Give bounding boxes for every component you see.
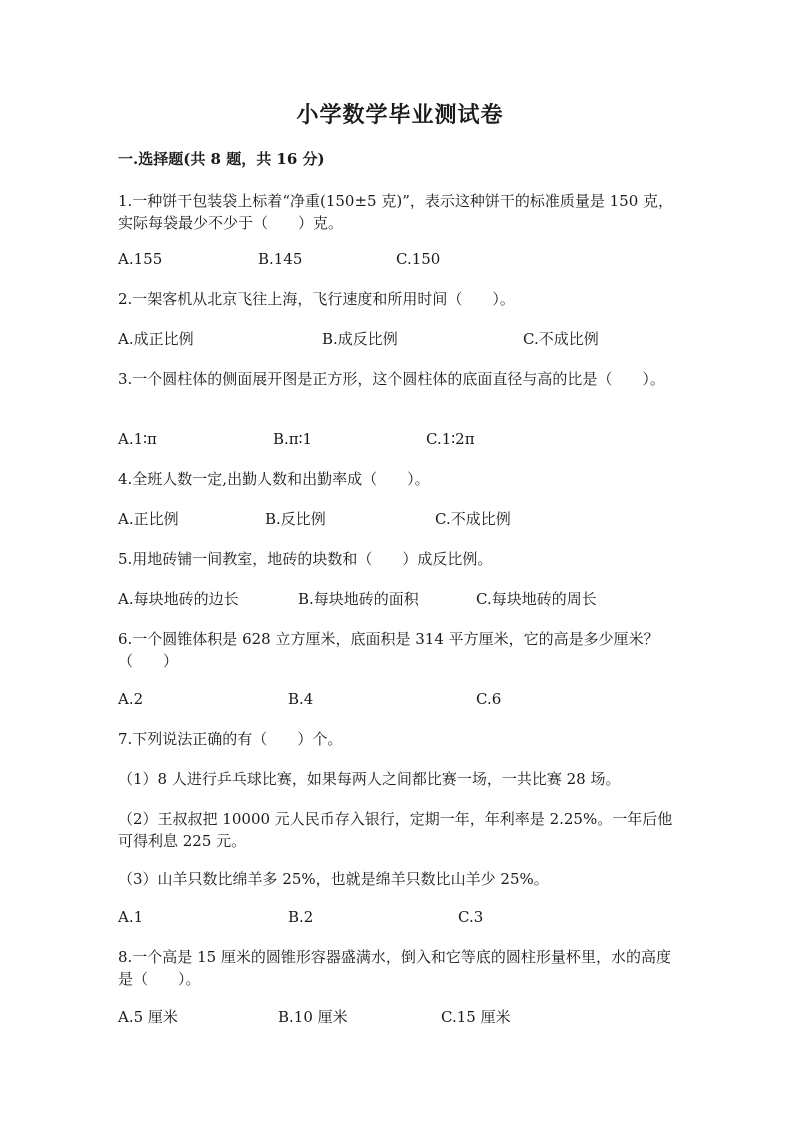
option-a: A.成正比例 — [118, 330, 194, 348]
option-c: C.15 厘米 — [441, 1008, 511, 1026]
option-b: B.π∶1 — [273, 430, 313, 448]
question-7-options — [118, 906, 684, 928]
question-7-statement-1: （1）8 人进行乒乓球比赛，如果每两人之间都比赛一场，一共比赛 28 场。 — [118, 770, 621, 788]
option-b: B.反比例 — [265, 510, 326, 528]
option-a: A.1 — [118, 908, 144, 926]
question-5-options — [118, 588, 684, 610]
option-c: C.每块地砖的周长 — [476, 590, 597, 608]
question-1-stem: 1.一种饼干包装袋上标着“净重(150±5 克)”，表示这种饼干的标准质量是 150 克，实际每袋最少不少于（ ）克。 — [118, 192, 674, 232]
option-c: C.1∶2π — [426, 430, 475, 448]
question-4-options — [118, 508, 684, 530]
question-7-statement-3: （3）山羊只数比绵羊多 25%，也就是绵羊只数比山羊少 25%。 — [118, 870, 549, 888]
question-7-statement-2: （2）王叔叔把 10000 元人民币存入银行，定期一年，年利率是 2.25%。一年后他可得利息 225 元。 — [118, 810, 673, 850]
question-8-options — [118, 1006, 684, 1028]
question-3-options — [118, 428, 684, 450]
section-heading: 一.选择题(共 8 题，共 16 分) — [118, 150, 325, 168]
option-a: A.2 — [118, 690, 144, 708]
option-c: C.3 — [458, 908, 484, 926]
question-1-options — [118, 248, 684, 270]
question-6-options — [118, 688, 684, 710]
option-a: A.每块地砖的边长 — [118, 590, 239, 608]
option-b: B.2 — [288, 908, 314, 926]
question-2-stem: 2.一架客机从北京飞往上海，飞行速度和所用时间（ ）。 — [118, 290, 515, 308]
question-2-options — [118, 328, 684, 350]
question-7-stem: 7.下列说法正确的有（ ）个。 — [118, 730, 343, 748]
question-3-stem: 3.一个圆柱体的侧面展开图是正方形，这个圆柱体的底面直径与高的比是（ ）。 — [118, 370, 665, 388]
option-a: A.正比例 — [118, 510, 179, 528]
option-c: C.6 — [476, 690, 502, 708]
option-c: C.150 — [396, 250, 441, 268]
option-c: C.不成比例 — [435, 510, 511, 528]
option-a: A.155 — [118, 250, 163, 268]
question-5-stem: 5.用地砖铺一间教室，地砖的块数和（ ）成反比例。 — [118, 550, 493, 568]
option-b: B.145 — [258, 250, 303, 268]
option-a: A.5 厘米 — [118, 1008, 178, 1026]
page-title: 小学数学毕业测试卷 — [296, 102, 504, 128]
option-b: B.成反比例 — [322, 330, 398, 348]
option-a: A.1∶π — [118, 430, 157, 448]
option-b: B.每块地砖的面积 — [298, 590, 419, 608]
option-b: B.10 厘米 — [278, 1008, 348, 1026]
option-b: B.4 — [288, 690, 314, 708]
question-6-stem: 6.一个圆锥体积是 628 立方厘米，底面积是 314 平方厘米，它的高是多少厘米？（ ） — [118, 630, 659, 670]
question-8-stem: 8.一个高是 15 厘米的圆锥形容器盛满水，倒入和它等底的圆柱形量杯里，水的高度是（ ）。 — [118, 948, 671, 988]
option-c: C.不成比例 — [523, 330, 599, 348]
question-4-stem: 4.全班人数一定,出勤人数和出勤率成（ ）。 — [118, 470, 430, 488]
